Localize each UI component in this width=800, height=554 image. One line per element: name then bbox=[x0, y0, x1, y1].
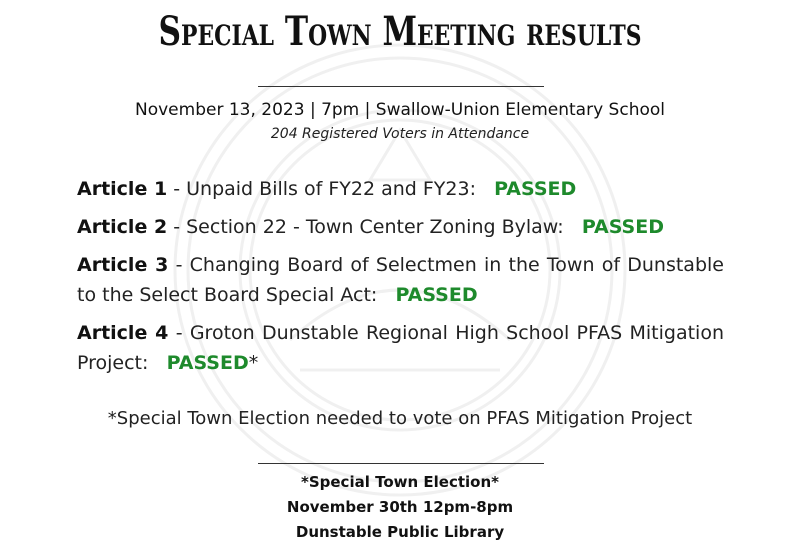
article-description: Unpaid Bills of FY22 and FY23: bbox=[186, 178, 476, 200]
article-description: Changing Board of Selectmen in the Town of Dunstable to the Select Board Special Act: bbox=[77, 254, 724, 306]
article-description: Section 22 - Town Center Zoning Bylaw: bbox=[186, 216, 564, 238]
article-separator: - bbox=[173, 216, 187, 238]
election-location: Dunstable Public Library bbox=[295, 523, 505, 541]
article-separator: - bbox=[175, 254, 190, 276]
article-separator: - bbox=[173, 178, 187, 200]
article-number: Article 2 bbox=[77, 216, 168, 238]
page-title: Special Town Meeting results bbox=[158, 8, 642, 55]
election-notice bbox=[0, 470, 800, 545]
election-heading: *Special Town Election* bbox=[301, 473, 499, 491]
article-spacer bbox=[482, 178, 488, 200]
article-suffix: * bbox=[248, 352, 259, 374]
article-number: Article 3 bbox=[77, 254, 169, 276]
article-item bbox=[77, 250, 724, 310]
article-result: PASSED bbox=[166, 352, 249, 374]
article-description: Groton Dunstable Regional High School PFAS Mitigation Project: bbox=[77, 322, 724, 374]
meeting-info: November 13, 2023 | 7pm | Swallow-Union Elementary School bbox=[135, 100, 665, 120]
article-result: PASSED bbox=[581, 216, 664, 238]
articles-list bbox=[77, 174, 724, 386]
election-datetime: November 30th 12pm-8pm bbox=[286, 498, 514, 516]
article-separator: - bbox=[175, 322, 190, 344]
article-spacer bbox=[570, 216, 576, 238]
article-item bbox=[77, 212, 724, 242]
attendance-count: 204 Registered Voters in Attendance bbox=[270, 126, 530, 142]
article-item bbox=[77, 318, 724, 378]
article-spacer bbox=[154, 352, 160, 374]
divider-bottom bbox=[258, 463, 544, 464]
article-number: Article 4 bbox=[77, 322, 169, 344]
article-spacer bbox=[383, 284, 389, 306]
footnote: *Special Town Election needed to vote on PFAS Mitigation Project bbox=[107, 408, 693, 429]
article-number: Article 1 bbox=[77, 178, 168, 200]
article-item bbox=[77, 174, 724, 204]
article-result: PASSED bbox=[494, 178, 577, 200]
divider-top bbox=[258, 86, 544, 87]
article-result: PASSED bbox=[395, 284, 478, 306]
